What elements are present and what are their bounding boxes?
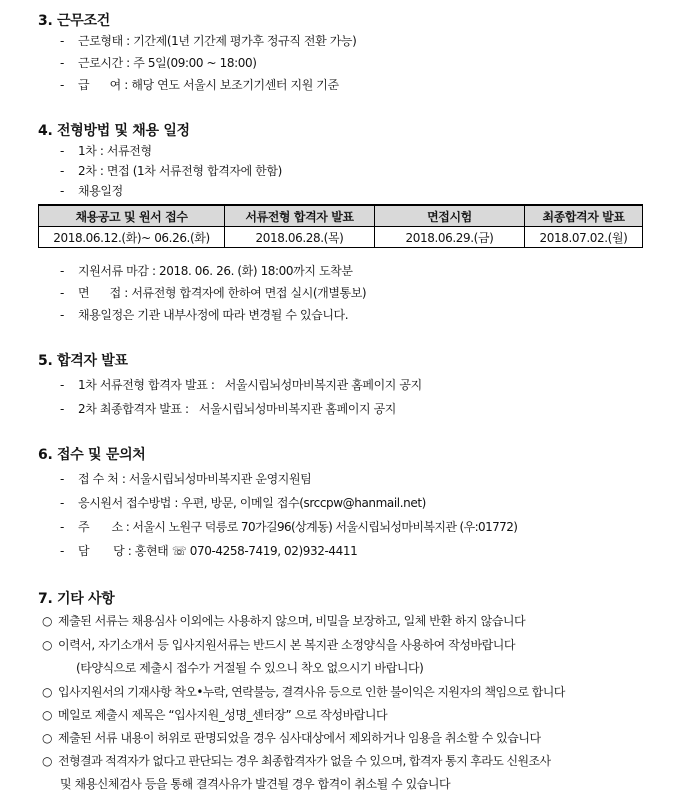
s7-item-4: ○ 메일로 제출시 제목은 “입사지원_성명_센터장” 으로 작성바랍니다 (42, 708, 388, 722)
s3-item-3: - 급 여 : 해당 연도 서울시 보조기기센터 지원 기준 (60, 78, 339, 92)
section-5-title: 5. 합격자 발표 (38, 353, 128, 369)
schedule-header: 채용공고 및 원서 접수 (39, 205, 225, 227)
s3-item-2: - 근로시간 : 주 5일(09:00 ~ 18:00) (60, 56, 257, 70)
s5-item-2: - 2차 최종합격자 발표 : 서울시립뇌성마비복지관 홈페이지 공지 (60, 402, 396, 416)
section-7-title: 7. 기타 사항 (38, 591, 115, 607)
section-4-title: 4. 전형방법 및 채용 일정 (38, 123, 190, 139)
s4-note-2: - 면 접 : 서류전형 합격자에 한하여 면접 실시(개별통보) (60, 286, 367, 300)
s7-item-2: ○ 이력서, 자기소개서 등 입사지원서류는 반드시 본 복지관 소정양식을 사용하여 작성바랍니다 (42, 638, 516, 652)
section-6-title: 6. 접수 및 문의처 (38, 447, 146, 463)
schedule-header-row (39, 205, 643, 227)
s4-item-2: - 2차 : 면접 (1차 서류전형 합격자에 한함) (60, 164, 282, 178)
s7-item-5: ○ 제출된 서류 내용이 허위로 판명되었을 경우 심사대상에서 제외하거나 임용을 취소할 수 있습니다 (42, 731, 541, 745)
s6-item-4: - 담 당 : 홍현태 ☏ 070-4258-7419, 02)932-4411 (60, 544, 358, 558)
s4-note-1: - 지원서류 마감 : 2018. 06. 26. (화) 18:00까지 도착분 (60, 264, 353, 278)
s4-item-3: - 채용일정 (60, 184, 123, 198)
s6-item-2: - 응시원서 접수방법 : 우편, 방문, 이메일 접수(srccpw@hanmail.net) (60, 496, 426, 510)
schedule-header: 최종합격자 발표 (525, 205, 643, 227)
schedule-cell: 2018.06.12.(화)~ 06.26.(화) (39, 227, 225, 248)
s6-item-1: - 접 수 처 : 서울시립뇌성마비복지관 운영지원팀 (60, 472, 312, 486)
s7-item-2-continuation: (타양식으로 제출시 접수가 거절될 수 있으니 착오 없으시기 바랍니다) (76, 661, 424, 675)
section-3-title: 3. 근무조건 (38, 13, 110, 29)
schedule-cell: 2018.06.29.(금) (375, 227, 525, 248)
s7-item-3: ○ 입사지원서의 기재사항 착오•누락, 연락불능, 결격사유 등으로 인한 불이익은 지원자의 책임으로 합니다 (42, 685, 565, 699)
s4-item-1: - 1차 : 서류전형 (60, 144, 152, 158)
s4-note-3: - 채용일정은 기관 내부사정에 따라 변경될 수 있습니다. (60, 308, 349, 322)
schedule-cell: 2018.06.28.(목) (225, 227, 375, 248)
s7-item-6-continuation: 및 채용신체검사 등을 통해 결격사유가 발견될 경우 합격이 취소될 수 있습니다 (60, 777, 451, 791)
schedule-date-row (39, 227, 643, 248)
schedule-header: 서류전형 합격자 발표 (225, 205, 375, 227)
s7-item-6: ○ 전형결과 적격자가 없다고 판단되는 경우 최종합격자가 없을 수 있으며, 합격자 통지 후라도 신원조사 (42, 754, 551, 768)
s6-item-3: - 주 소 : 서울시 노원구 덕릉로 70가길96(상계동) 서울시립뇌성마비복지관 (우:01772) (60, 520, 518, 534)
s5-item-1: - 1차 서류전형 합격자 발표 : 서울시립뇌성마비복지관 홈페이지 공지 (60, 378, 422, 392)
s3-item-1: - 근로형태 : 기간제(1년 기간제 평가후 정규직 전환 가능) (60, 34, 357, 48)
schedule-table (38, 204, 643, 248)
schedule-header: 면접시험 (375, 205, 525, 227)
schedule-cell: 2018.07.02.(월) (525, 227, 643, 248)
s7-item-1: ○ 제출된 서류는 채용심사 이외에는 사용하지 않으며, 비밀을 보장하고, 일체 반환 하지 않습니다 (42, 614, 526, 628)
